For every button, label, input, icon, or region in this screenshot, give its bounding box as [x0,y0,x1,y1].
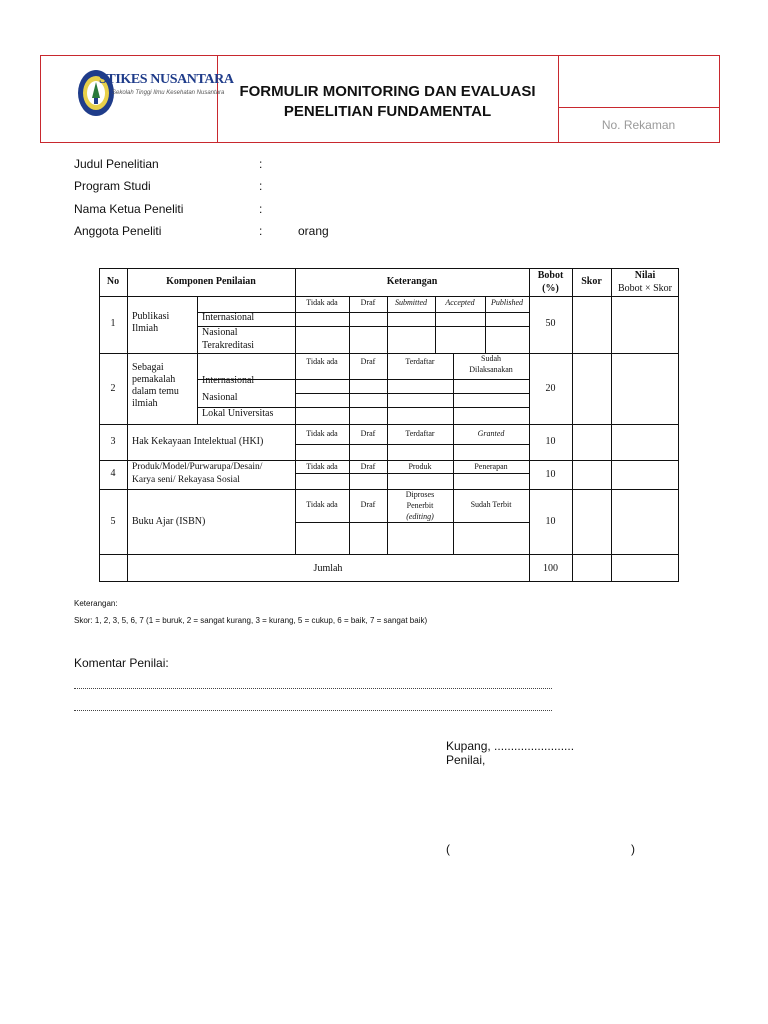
row-bobot: 10 [545,516,556,527]
ket-option: Produk [408,462,432,471]
row-komponen [132,311,169,335]
field-colon: : [259,224,263,238]
ket-option: Draf [360,357,376,366]
header-komponen: Komponen Penilaian [166,276,256,287]
row-no: 1 [110,318,116,329]
ket-option-line: Dilaksanakan [469,365,513,374]
comment-line[interactable] [74,710,552,711]
row-sub-line: Terakreditasi [202,340,255,351]
ket-option-line: (editing) [406,512,434,521]
ket-option-line: Diproses [405,490,435,499]
notes-title: Keterangan: [74,599,118,608]
row-bobot: 10 [545,469,556,480]
field-label: Program Studi [74,179,151,193]
row-komponen-line: ilmiah [132,398,158,409]
field-label: Nama Ketua Peneliti [74,202,184,216]
ket-option: Tidak ada [306,462,338,471]
signature-close-paren: ) [631,842,635,856]
row-bobot: 50 [545,318,556,329]
comment-label: Komentar Penilai: [74,656,169,670]
row-no: 2 [110,383,116,394]
header-nilai-line: Nilai [634,270,656,281]
ket-option: Draf [360,429,376,438]
field-colon: : [259,179,263,193]
ket-option: Draf [360,462,376,471]
row-sub-item: Lokal Universitas [202,408,274,419]
field-colon: : [259,157,263,171]
row-no: 4 [110,468,116,479]
row-no: 5 [110,516,116,527]
table-grid [99,268,679,582]
logo-subtitle: Sekolah Tinggi Ilmu Kesehatan Nusantara [112,90,225,96]
ket-option: Submitted [395,298,427,307]
row-komponen-line: Produk/Model/Purwarupa/Desain/ [132,462,263,472]
signature-open-paren: ( [446,842,450,856]
form-header [40,55,720,143]
ket-option: Tidak ada [306,357,338,366]
assessment-table [99,268,679,582]
row-sub-item: Nasional [202,392,238,403]
header-nilai [611,269,679,295]
row-komponen-line: Karya seni/ Rekayasa Sosial [132,475,240,485]
ket-option: Draf [360,298,376,307]
comment-line[interactable] [74,688,552,689]
row-komponen: Hak Kekayaan Intelektual (HKI) [132,436,264,447]
header-bobot-line: (%) [542,283,559,294]
row-komponen [132,362,179,410]
ket-option: Granted [477,429,505,438]
ket-option: Sudah Terbit [470,500,512,509]
ket-option: Terdaftar [405,429,435,438]
ket-option: Accepted [445,298,475,307]
row-bobot: 10 [545,436,556,447]
total-bobot: 100 [543,563,558,574]
ket-option: Tidak ada [306,429,338,438]
signature-role: Penilai, [446,753,486,767]
ket-option-line: Sudah [481,354,501,363]
form-title-line-1: FORMULIR MONITORING DAN EVALUASI [239,83,536,100]
row-komponen-line: pemakalah [132,374,176,385]
ket-option: Draf [360,500,376,509]
row-bobot: 20 [545,383,556,394]
field-colon: : [259,202,263,216]
row-komponen-line: Ilmiah [132,323,159,334]
logo-text: STIKES NUSANTARA [99,72,234,87]
header-bobot-line: Bobot [537,270,564,281]
record-number-label: No. Rekaman [601,118,676,132]
total-label: Jumlah [313,563,343,574]
field-label: Judul Penelitian [74,157,159,171]
header-divider [558,107,719,108]
ket-option: Published [491,298,523,307]
signature-place-date: Kupang, ........................ [446,739,575,753]
ket-option: Terdaftar [405,357,435,366]
header-skor: Skor [581,276,602,287]
form-title [217,82,558,122]
header-keterangan: Keterangan [386,276,438,287]
header-bobot [529,269,572,295]
row-komponen: Buku Ajar (ISBN) [132,516,206,527]
ket-option-line: Penerbit [406,501,434,510]
row-sub-item: Internasional [202,312,255,323]
ket-option: Tidak ada [306,298,338,307]
row-sub-item [202,326,254,352]
row-komponen [132,461,262,487]
header-no: No [106,276,120,287]
row-komponen-line: Publikasi [132,311,170,322]
ket-option: Tidak ada [306,500,338,509]
field-label: Anggota Peneliti [74,224,162,238]
ket-option: Penerapan [474,462,508,471]
row-sub-line: Nasional [202,327,238,338]
notes-skor: Skor: 1, 2, 3, 5, 6, 7 (1 = buruk, 2 = sangat kurang, 3 = kurang, 5 = cukup, 6 = baik, 7 = sangat baik) [74,616,428,625]
row-komponen-line: dalam temu [132,386,179,397]
row-no: 3 [110,436,116,447]
row-sub-item: Internasional [202,375,255,386]
header-nilai-line: Bobot × Skor [618,283,672,294]
ket-option [387,489,453,522]
field-value[interactable]: orang [298,224,329,238]
ket-option [453,353,529,375]
form-title-line-2: PENELITIAN FUNDAMENTAL [283,103,492,120]
row-komponen-line: Sebagai [132,362,164,373]
